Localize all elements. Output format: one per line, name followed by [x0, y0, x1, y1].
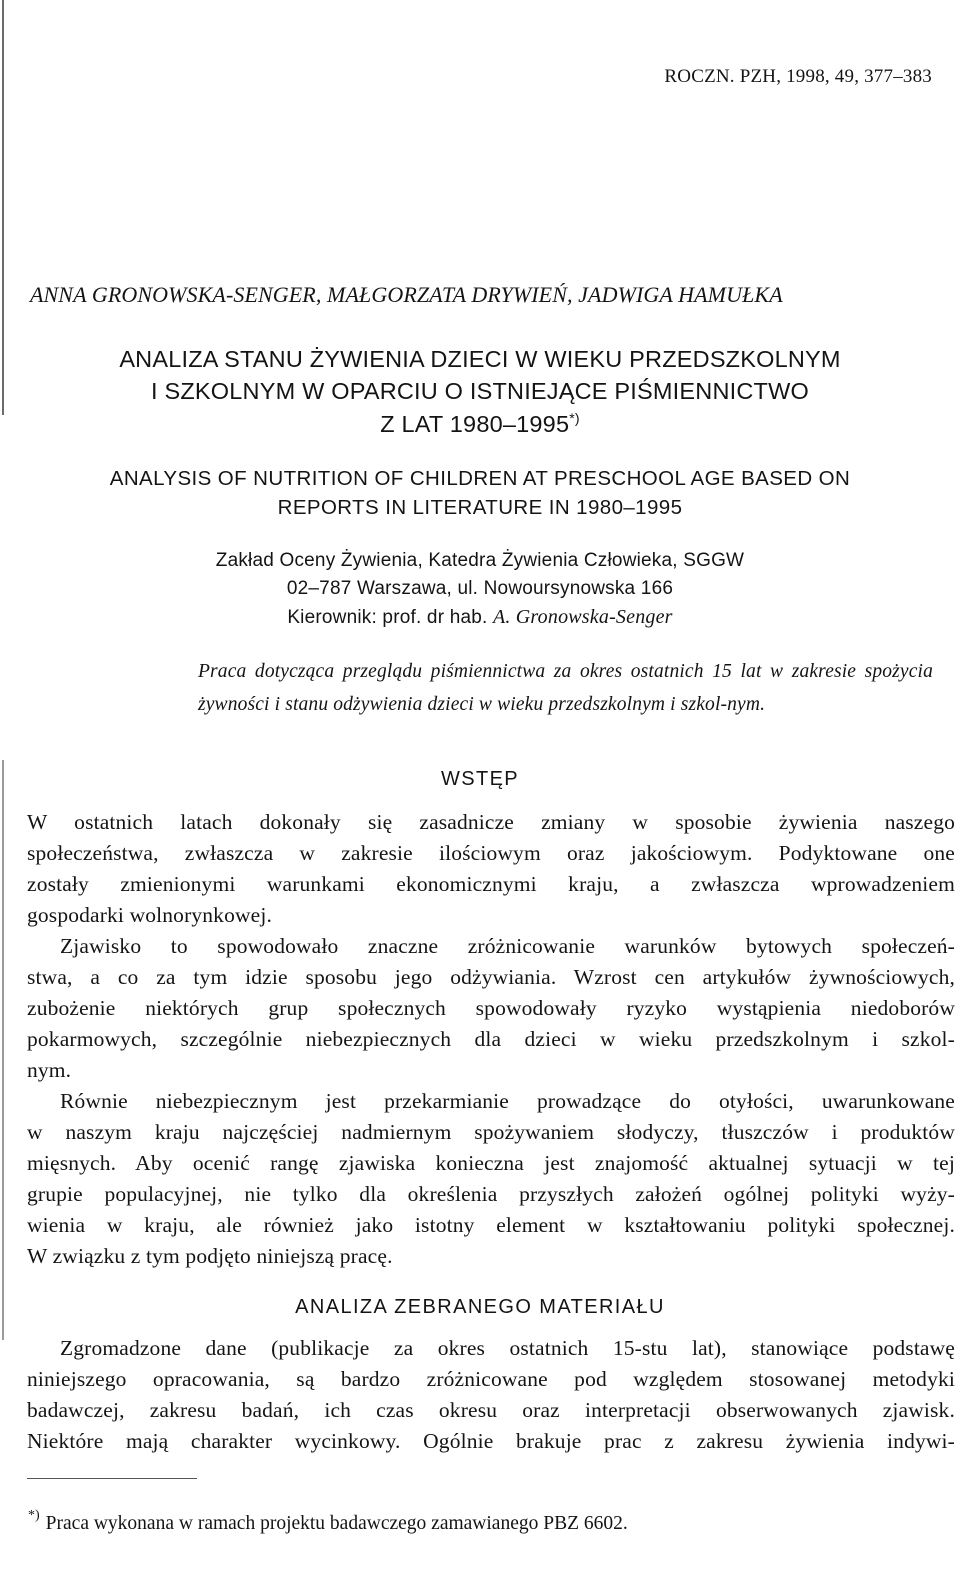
affiliation-head: [0, 606, 960, 629]
footnote-separator: [27, 1478, 197, 1479]
body-line: wienia w kraju, ale również jako istotny element w kształtowaniu polityki społecznej.: [27, 1213, 955, 1237]
body-line: stwa, a co za tym idzie sposobu jego odżywiania. Wzrost cen artykułów żywnościowych,: [27, 965, 955, 989]
body-line: grupie populacyjnej, nie tylko dla określenia przyszłych założeń ogólnej polityki wyży-: [27, 1182, 955, 1206]
body-line: gospodarki wolnorynkowej.: [27, 903, 272, 927]
title-en-line-1: ANALYSIS OF NUTRITION OF CHILDREN AT PRESCHOOL AGE BASED ON: [109, 467, 851, 490]
affiliation-head-name: A. Gronowska-Senger: [492, 606, 673, 628]
title-pl-line-1: ANALIZA STANU ŻYWIENIA DZIECI W WIEKU PRZEDSZKOLNYM: [119, 346, 841, 372]
footnote: [28, 1508, 628, 1535]
body-line: badawczej, zakresu badań, ich czas okresu oraz interpretacji obserwowanych zjawisk.: [27, 1398, 955, 1422]
body-line: niniejszego opracowania, są bardzo zróżnicowane pod względem stosowanej metodyki: [27, 1367, 955, 1391]
body-line: zostały zmienionymi warunkami ekonomicznymi kraju, a zwłaszcza wprowadzeniem: [27, 872, 955, 896]
footnote-text: Praca wykonana w ramach projektu badawczego zamawianego PBZ 6602.: [45, 1513, 628, 1534]
title-en-line-2: REPORTS IN LITERATURE IN 1980–1995: [277, 496, 683, 519]
title-pl-line-3: [0, 410, 960, 438]
body-line: społeczeństwa, zwłaszcza w zakresie ilościowym oraz jakościowym. Podyktowane one: [27, 841, 955, 865]
body-line: zubożenie niektórych grup społecznych spowodowały ryzyko wystąpienia niedoborów: [27, 996, 955, 1020]
body-line: pokarmowych, szczególnie niebezpiecznych dla dzieci w wieku przedszkolnym i szkol-: [27, 1027, 955, 1051]
authors: ANNA GRONOWSKA-SENGER, MAŁGORZATA DRYWIEŃ, JADWIGA HAMUŁKA: [30, 282, 783, 307]
section-heading-wstep: WSTĘP: [440, 768, 520, 790]
body-line: Zgromadzone dane (publikacje za okres ostatnich 15-stu lat), stanowiące podstawę: [60, 1336, 955, 1360]
affiliation-line-1: Zakład Oceny Żywienia, Katedra Żywienia Człowieka, SGGW: [215, 550, 745, 571]
page-edge-shadow-lower: [2, 760, 4, 1340]
title-pl-line-3-text: Z LAT 1980–1995: [380, 411, 570, 437]
body-line: Równie niebezpiecznym jest przekarmianie prowadzące do otyłości, uwarunkowane: [60, 1089, 955, 1113]
title-pl-line-2: I SZKOLNYM W OPARCIU O ISTNIEJĄCE PIŚMIENNICTWO: [151, 378, 809, 404]
section-heading-analiza: ANALIZA ZEBRANEGO MATERIAŁU: [295, 1296, 665, 1318]
journal-reference: ROCZN. PZH, 1998, 49, 377–383: [664, 66, 932, 87]
body-line: Niektóre mają charakter wycinkowy. Ogólnie brakuje prac z zakresu żywienia indywi-: [27, 1429, 955, 1453]
title-footnote-mark: *): [569, 410, 580, 426]
abstract: Praca dotycząca przeglądu piśmiennictwa za okres ostatnich 15 lat w zakresie spożycia żywności i stanu odżywienia dzieci w wieku przedszkolnym i szkol-nym.: [198, 661, 933, 715]
body-line: Zjawisko to spowodowało znaczne zróżnicowanie warunków bytowych społeczeń-: [60, 934, 955, 958]
body-line: w naszym kraju najczęściej nadmiernym spożywaniem słodyczy, tłuszczów i produktów: [27, 1120, 955, 1144]
affiliation-head-label: Kierownik: prof. dr hab.: [287, 607, 488, 628]
affiliation-line-2: 02–787 Warszawa, ul. Nowoursynowska 166: [286, 578, 674, 599]
body-line: W ostatnich latach dokonały się zasadnicze zmiany w sposobie żywienia naszego: [27, 810, 955, 834]
body-line: nym.: [27, 1058, 72, 1082]
body-line: mięsnych. Aby ocenić rangę zjawiska konieczna jest znajomość aktualnej sytuacji w tej: [27, 1151, 955, 1175]
body-line: W związku z tym podjęto niniejszą pracę.: [27, 1244, 393, 1268]
footnote-mark: *): [28, 1508, 40, 1523]
